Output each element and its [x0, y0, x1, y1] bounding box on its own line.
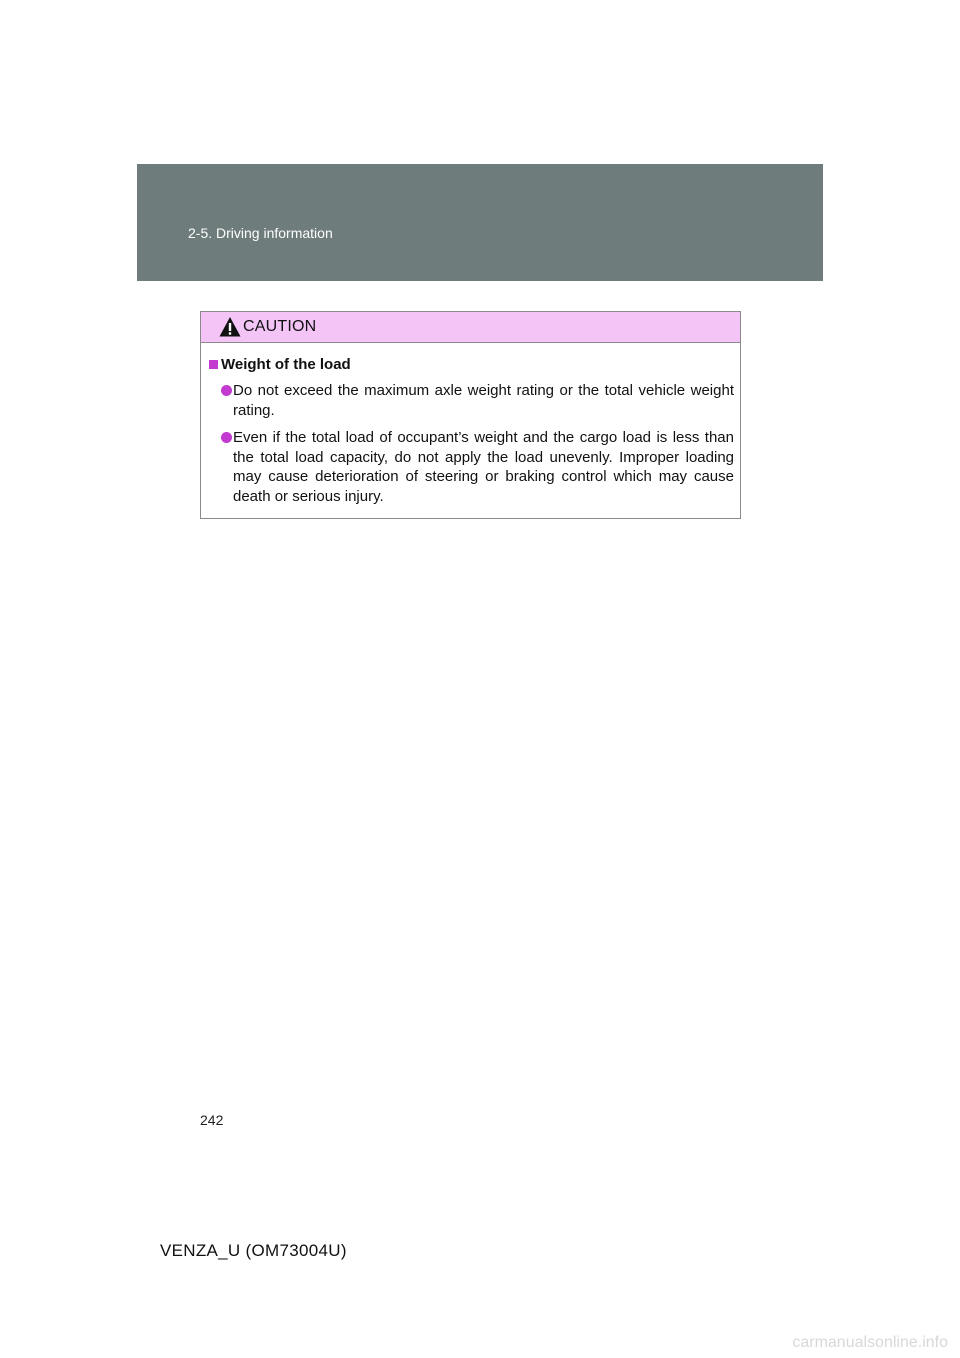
list-item-text: Even if the total load of occupant’s weight and the cargo load is less than the total load capacity, do not apply the load unevenly. Improper loading may cause deterioration of steering or braking control which may cause death or serious injury. [233, 429, 734, 505]
manual-id: VENZA_U (OM73004U) [160, 1241, 347, 1260]
caution-header [201, 312, 740, 343]
warning-triangle-icon [219, 316, 241, 338]
list-item [209, 381, 734, 420]
list-item [209, 428, 734, 506]
round-bullet-icon [221, 385, 232, 396]
square-bullet-icon [209, 360, 218, 369]
watermark[interactable]: carmanualsonline.info [792, 1334, 948, 1351]
caution-title: CAUTION [243, 318, 317, 335]
list-item-text: Do not exceed the maximum axle weight rating or the total vehicle weight rating. [233, 382, 734, 419]
subheading-text: Weight of the load [221, 356, 351, 373]
page-number: 242 [200, 1112, 224, 1128]
caution-box [200, 311, 741, 519]
caution-subheading [209, 355, 734, 374]
caution-body [201, 343, 740, 506]
section-title: 2-5. Driving information [188, 225, 333, 241]
section-header-band [137, 164, 823, 281]
round-bullet-icon [221, 432, 232, 443]
